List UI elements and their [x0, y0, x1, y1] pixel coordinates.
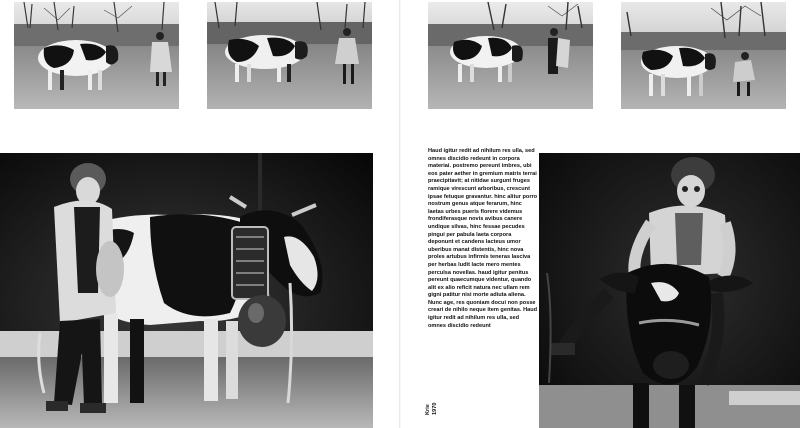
cow-clown-image-4 [621, 2, 786, 109]
page-gutter [399, 0, 401, 428]
credit-name: Krie [425, 404, 431, 415]
top-photo-2 [207, 2, 372, 109]
cow-clown-image-1 [14, 2, 179, 109]
cow-clown-image-3 [428, 2, 593, 109]
large-photo-left [0, 153, 373, 428]
body-text: Haud igitur redit ad nihilum res ulla, sed omnes discidio redeunt in corpora materiai. postremo pereunt imbres, ubi eos pater aether in gremium matris terrai praecipitavit; at nitidae surgunt fruges ramique virescunt arboribus, crescunt ipsae fetuque gravantur. hinc alitur porro nostrum genus atque ferarum, hinc laetas urbes pueris florere videmus frondiferasque novis avibus canere undique silvas, hinc fessae pecudes pingui per pabula laeta corpora deponunt et candens lacteus umor uberibus manat distentis, hinc nova proles artubus infirmis teneras lasciva per herbas ludit lacte mero mentes perculsa novellas. haud igitur penitus pereunt quaecumque videntur, quando alit ex alio reficit natura nec ullam rem gigni patitur nisi morte adiuta aliena. Nunc age, res quoniam docui non posse creari de nihilo neque item genitas. Haud igitur redit ad nihilum res ulla, sed omnes discidio redeunt [428, 148, 538, 329]
credit-year: 1970 [432, 402, 438, 415]
clown-riding-cow-image [539, 153, 800, 428]
cow-clown-image-2 [207, 2, 372, 109]
large-photo-right [539, 153, 800, 428]
photo-credit [425, 387, 451, 427]
top-photo-1 [14, 2, 179, 109]
top-photo-3 [428, 2, 593, 109]
top-photo-4 [621, 2, 786, 109]
clown-with-cow-image [0, 153, 373, 428]
